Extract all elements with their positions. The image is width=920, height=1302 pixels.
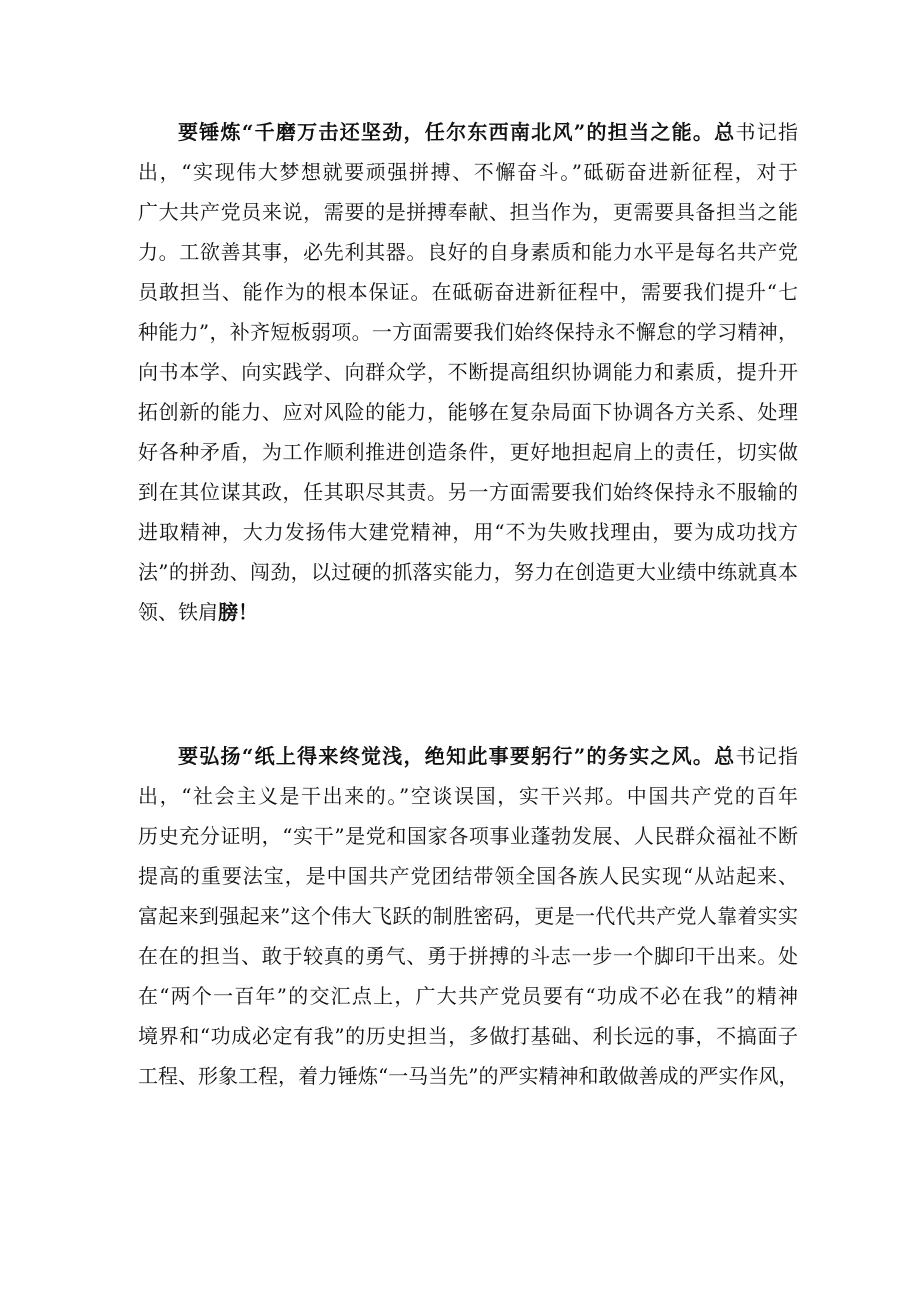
line-text: 领、铁肩	[138, 600, 218, 624]
bold-tail-text: 膀！	[218, 600, 258, 624]
paragraph-line	[138, 432, 798, 472]
line-text: 好各种矛盾，为工作顺利推进创造条件，更好地担起肩上的责任，切实做	[138, 440, 798, 464]
bold-lead-text: 要锤炼“千磨万击还坚劲，任尔东西南北风”的担当之能。总	[178, 120, 736, 144]
line-text: 工程、形象工程，着力锤炼“一马当先”的严实精神和敢做善成的严实作风，	[138, 1064, 798, 1088]
paragraph-line	[138, 896, 798, 936]
paragraph-line	[138, 392, 798, 432]
paragraph-line	[138, 856, 798, 896]
paragraph-line	[138, 352, 798, 392]
paragraph-line	[138, 512, 798, 552]
line-text: 出，“社会主义是干出来的。”空谈误国，实干兴邦。中国共产党的百年	[138, 784, 798, 808]
line-text: 出，“实现伟大梦想就要顽强拼搏、不懈奋斗。”砥砺奋进新征程，对于	[138, 160, 798, 184]
line-text: 广大共产党员来说，需要的是拼搏奉献、担当作为，更需要具备担当之能	[138, 200, 798, 224]
paragraph-1	[138, 112, 798, 632]
paragraph-2	[138, 736, 798, 1096]
paragraph-line	[138, 232, 798, 272]
paragraph-line	[138, 936, 798, 976]
paragraph-line	[138, 776, 798, 816]
line-text: 提高的重要法宝，是中国共产党团结带领全国各族人民实现“从站起来、	[138, 864, 798, 888]
line-text: 境界和“功成必定有我”的历史担当，多做打基础、利长远的事，不搞面子	[138, 1024, 798, 1048]
paragraph-line	[138, 736, 798, 776]
paragraph-line	[138, 192, 798, 232]
line-text: 历史充分证明，“实干”是党和国家各项事业蓬勃发展、人民群众福祉不断	[138, 824, 798, 848]
paragraph-line	[138, 552, 798, 592]
line-text: 在“两个一百年”的交汇点上，广大共产党员要有“功成不必在我”的精神	[138, 984, 798, 1008]
line-text: 种能力”，补齐短板弱项。一方面需要我们始终保持永不懈怠的学习精神，	[138, 320, 798, 344]
paragraph-line	[138, 112, 798, 152]
bold-lead-text: 要弘扬“纸上得来终觉浅，绝知此事要躬行”的务实之风。总	[178, 744, 736, 768]
line-text: 拓创新的能力、应对风险的能力，能够在复杂局面下协调各方关系、处理	[138, 400, 798, 424]
paragraph-line	[138, 592, 798, 632]
paragraph-line	[138, 152, 798, 192]
line-text: 力。工欲善其事，必先利其器。良好的自身素质和能力水平是每名共产党	[138, 240, 798, 264]
paragraph-line	[138, 472, 798, 512]
paragraph-line	[138, 976, 798, 1016]
line-text: 富起来到强起来”这个伟大飞跃的制胜密码，更是一代代共产党人靠着实实	[138, 904, 798, 928]
line-text: 进取精神，大力发扬伟大建党精神，用“不为失败找理由，要为成功找方	[138, 520, 798, 544]
paragraph-line	[138, 272, 798, 312]
paragraph-line	[138, 1056, 798, 1096]
paragraph-line	[138, 1016, 798, 1056]
line-text: 员敢担当、能作为的根本保证。在砥砺奋进新征程中，需要我们提升“七	[138, 280, 798, 304]
paragraph-line	[138, 312, 798, 352]
line-text: 书记指	[735, 744, 798, 768]
line-text: 法”的拼劲、闯劲，以过硬的抓落实能力，努力在创造更大业绩中练就真本	[138, 560, 798, 584]
line-text: 向书本学、向实践学、向群众学，不断提高组织协调能力和素质，提升开	[138, 360, 798, 384]
line-text: 到在其位谋其政，任其职尽其责。另一方面需要我们始终保持永不服输的	[138, 480, 798, 504]
paragraph-line	[138, 816, 798, 856]
line-text: 在在的担当、敢于较真的勇气、勇于拼搏的斗志一步一个脚印干出来。处	[138, 944, 798, 968]
line-text: 书记指	[735, 120, 798, 144]
